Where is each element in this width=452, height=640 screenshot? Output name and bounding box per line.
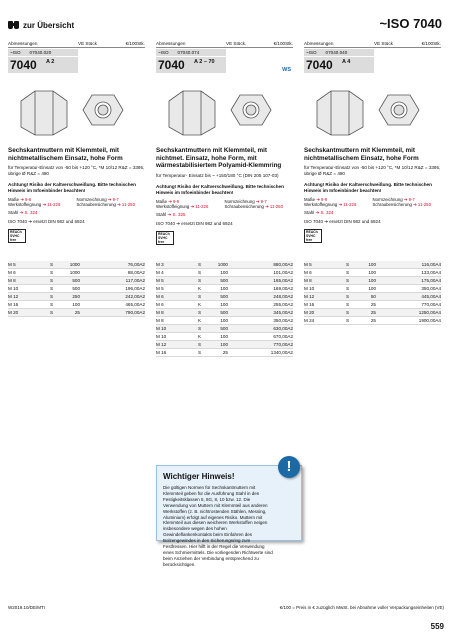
size-cell: M 16 [8,302,19,307]
size-cell: M 5 [8,262,16,267]
stahl-label: Stahl [8,210,20,216]
stahl-label: Stahl [304,210,316,216]
norm-id: ~ISO [158,50,169,55]
qty-cell: 25 [370,310,376,315]
reach-line: SVHC [10,233,20,238]
unit-cell: S [346,270,350,275]
product-subtitle: für Temperatur-Einsatz von -50 bis +120 °C, *M 10/12 R&Z = 3395, übrige Ø R&Z = 480 [304,165,441,176]
unit-cell: K [198,334,202,339]
article-row [156,49,293,56]
article-row [304,49,441,56]
unit-cell: S [346,318,350,323]
price-cell: 350,00A4 [421,286,441,291]
qty-cell: 500 [220,294,228,299]
important-note [156,465,302,567]
stahl-label: Stahl [156,212,168,218]
size-cell: M 20 [304,310,315,315]
qty-cell: 100 [72,302,80,307]
reference-link[interactable] [8,202,77,208]
material-grade: A 2 – 70 [194,59,215,65]
price-cell: 350,00A2 [273,318,293,323]
table-row[interactable] [8,293,145,301]
size-cell: M 8 [8,278,16,283]
price-cell: 88,00A2 [127,270,145,275]
qty-cell: 100 [220,286,228,291]
price-cell: 76,00A2 [127,262,145,267]
reach-line: REACh [158,232,170,237]
unit-cell: S [50,294,54,299]
price-cell: 196,00A2 [125,286,145,291]
reach-line: free [306,237,313,242]
price-cell: 1900,00A4 [418,318,441,323]
size-cell: M 6 [8,270,16,275]
header-row [156,40,293,48]
page-title: ~ISO 7040 [379,16,442,31]
price-cell: 770,00A2 [273,342,293,347]
norm-id: ~ISO [306,50,317,55]
table-row[interactable] [304,269,441,277]
article-row [8,49,145,56]
table-row[interactable] [304,277,441,285]
qty-cell: 100 [368,262,376,267]
unit-cell: S [198,350,202,355]
table-row[interactable] [8,285,145,293]
size-cell: M 12 [8,294,19,299]
material-grade: A 2 [46,59,55,65]
back-link-label: zur Übersicht [23,20,75,30]
reference-target: ➔ 11-250 [413,202,431,208]
size-cell: M 24 [304,318,315,323]
norm-id: ~ISO [10,50,21,55]
stahl-target: ➔ S. 324 [315,210,334,216]
size-cell: M 8 [156,318,164,323]
qty-cell: 100 [220,334,228,339]
reference-label: Maße [156,198,169,204]
reference-label: Maße [8,196,21,202]
reference-link[interactable] [225,204,294,210]
product-subtitle: für Temperatur- Einsatz bis ~ +150/180 °C (DIN 205 107-03) [156,172,279,178]
footer-code: W2019.10/DE/MTI [8,605,46,610]
reference-label: Werkstoffeignung [8,202,43,208]
size-cell: M 12 [156,342,167,347]
size-cell: M 20 [8,310,19,315]
ve-label: VE [374,41,381,46]
reference-target: ➔ 9-7 [107,196,119,202]
ve-label: VE [78,41,85,46]
price-label: €/100Stk. [421,41,441,46]
product-column [8,40,145,243]
warning-text: Achtung! Risiko der Kaltverschweißung. Bitte technischen Hinweis im Infoeinbinder beachten! [304,182,432,193]
reference-links [8,197,145,209]
price-cell: 248,00A2 [273,294,293,299]
size-cell: M 5 [304,262,312,267]
unit-cell: S [50,278,54,283]
nut-image [304,77,441,143]
size-cell: M 8 [304,278,312,283]
reference-target: ➔ 9-9 [316,196,328,202]
article-number: 07040.020 [29,50,52,55]
norm-number: 7040 [158,58,185,72]
size-cell: M 6 [304,270,312,275]
reference-label: Normzeichnung [224,198,256,204]
table-row[interactable] [156,333,293,341]
reference-target: ➔ 9-7 [403,196,415,202]
table-row[interactable] [8,261,145,269]
table-row[interactable] [304,309,441,317]
qty-cell: 100 [368,270,376,275]
reference-label: Schraubensicherung [76,202,118,208]
unit-cell: S [346,278,350,283]
reference-label: Normzeichnung [76,196,108,202]
size-price-table [8,261,145,317]
nut-image [156,77,293,143]
unit-cell: S [346,262,350,267]
back-link[interactable] [8,20,74,30]
page-number: 559 [430,622,444,631]
abm-label: Abmessungen [8,41,38,46]
price-cell: 117,00A2 [125,278,145,283]
qty-cell: 25 [222,350,228,355]
norm-number: 7040 [10,58,37,72]
unit-cell: S [346,286,350,291]
size-cell: M 10 [304,286,315,291]
exclamation-icon: ! [278,456,300,478]
reach-badge [8,229,26,243]
qty-cell: 1000 [69,270,80,275]
reference-links [304,197,441,209]
price-cell: 790,00A2 [125,310,145,315]
table-row[interactable] [8,277,145,285]
article-number: 07040.074 [177,50,200,55]
size-cell: M 5 [156,286,164,291]
size-cell: M 16 [304,302,315,307]
reference-link[interactable] [77,202,146,208]
binoculars-icon [8,20,20,30]
qty-cell: 100 [220,270,228,275]
unit-cell: S [346,302,350,307]
unit-cell: S [198,342,202,347]
price-cell: 169,00A2 [273,286,293,291]
note-body: Die gültigen Normen für Sechskantmuttern mit Klemmteil geben für die Ausführung Stahl in den Festigkeitsklassen 5, 8G, 8, 10 bzw. 12. Die Verwendung von Muttern mit Klemmteil aus anderen Werkstoffen (z. B. nichtrostenden Stählen, Messing, Aluminium) erfolgt auf eigenes Risiko. Muttern mit Klemmteil aus diesen weicheren Werkstoffen neigen insbesondere wegen des hohen Gewindeflankenkontakts beim Einfahren des Bolzengewindes in den Sicherungsring zum Festfressen. Hier hilft in der Regel die Verwendung eines Schmiermittels. Die vorliegenden Richtwerte sind beim Anziehen der Verbindung entsprechend zu berücksichtigen. [163,485,273,567]
table-row[interactable] [304,261,441,269]
abm-label: Abmessungen [156,41,186,46]
table-row[interactable] [156,309,293,317]
reference-target: ➔ 11-226 [338,202,357,208]
reach-line: SVHC [158,235,168,240]
unit-cell: S [50,302,54,307]
nut-image [8,77,145,143]
reference-target: ➔ 11-250 [117,202,135,208]
product-title: Sechskantmuttern mit Klemmteil, mit nichtmetallischem Einsatz, hohe Form [8,147,123,162]
reference-target: ➔ 9-9 [168,198,180,204]
price-cell: 133,00A4 [421,270,441,275]
norm-box [8,57,78,73]
note-title: Wichtiger Hinweis! [163,472,235,481]
price-cell: 1340,00A2 [270,350,293,355]
reference-label: Werkstoffeignung [156,204,191,210]
reach-badge [156,231,174,245]
table-row[interactable] [304,301,441,309]
table-row[interactable] [156,285,293,293]
product-title: Sechskantmuttern mit Klemmteil, mit nichtmet. Einsatz, hohe Form, mit wärmestabilisiertem Polyamid-Klemmring [156,147,282,170]
unit-cell: S [198,326,202,331]
price-cell: 670,00A2 [273,334,293,339]
unit-cell: K [198,302,202,307]
stueck-label: Stück [381,41,393,46]
table-row[interactable] [8,269,145,277]
qty-cell: 100 [368,286,376,291]
reference-label: Werkstoffeignung [304,202,339,208]
replaces-note: ISO 7040 ➔ ersetzt DIN 982 und 6924 [156,221,233,227]
qty-cell: 50 [370,294,376,299]
reference-link[interactable] [304,202,373,208]
price-cell: 880,00A2 [273,262,293,267]
table-row[interactable] [304,285,441,293]
qty-cell: 500 [220,326,228,331]
qty-cell: 500 [220,310,228,315]
size-price-table [156,261,293,357]
ws-badge: WS [282,67,291,73]
unit-cell: S [198,262,202,267]
qty-cell: 100 [220,318,228,323]
unit-cell: K [198,286,202,291]
stahl-target: ➔ S. 324 [19,210,38,216]
stahl-link[interactable] [156,212,293,218]
footer-price-note: €/100 = Preis in € zuzüglich MwSt. bei Abnahme voller Verpackungseinheiten (VE) [279,605,444,610]
reference-target: ➔ 11-226 [190,204,209,210]
table-row[interactable] [156,293,293,301]
header-row [304,40,441,48]
table-row[interactable] [304,293,441,301]
unit-cell: S [50,310,54,315]
qty-cell: 25 [370,318,376,323]
unit-cell: S [50,270,54,275]
reference-label: Maße [304,196,317,202]
table-row[interactable] [156,261,293,269]
article-number: 07040.040 [325,50,348,55]
qty-cell: 25 [74,310,80,315]
size-cell: M 5 [156,278,164,283]
price-cell: 175,00A4 [421,278,441,283]
price-cell: 345,00A2 [273,310,293,315]
product-column [156,40,293,245]
reference-target: ➔ 9-6 [20,196,32,202]
reach-line: SVHC [306,233,316,238]
size-cell: M 10 [8,286,19,291]
table-row[interactable] [156,349,293,357]
price-cell: 242,00A2 [125,294,145,299]
stahl-link[interactable] [304,210,441,216]
price-cell: 255,00A2 [273,302,293,307]
qty-cell: 500 [72,278,80,283]
table-row[interactable] [156,277,293,285]
reference-label: Normzeichnung [372,196,404,202]
price-cell: 1250,00A4 [418,310,441,315]
stueck-label: Stück [85,41,97,46]
unit-cell: S [50,286,54,291]
reach-line: free [10,237,17,242]
table-row[interactable] [8,301,145,309]
table-row[interactable] [156,325,293,333]
qty-cell: 500 [72,286,80,291]
price-cell: 116,00A4 [421,262,441,267]
unit-cell: K [198,318,202,323]
price-cell: 465,00A2 [125,302,145,307]
unit-cell: S [50,262,54,267]
replaces-note: ISO 7040 ➔ ersetzt DIN 982 und 6924 [8,219,85,225]
size-cell: M 12 [304,294,315,299]
qty-cell: 100 [220,342,228,347]
stueck-label: Stück. [233,41,247,46]
size-price-table [304,261,441,325]
unit-cell: S [346,310,350,315]
header-row [8,40,145,48]
table-row[interactable] [156,301,293,309]
size-cell: M 16 [156,350,167,355]
table-row[interactable] [8,309,145,317]
replaces-note: ISO 7040 ➔ ersetzt DIN 982 und 6924 [304,219,381,225]
price-cell: 445,00A4 [421,294,441,299]
unit-cell: S [346,294,350,299]
norm-number: 7040 [306,58,333,72]
size-cell: M 8 [156,310,164,315]
unit-cell: S [198,294,202,299]
price-cell: 101,00A2 [273,270,293,275]
qty-cell: 25 [370,302,376,307]
reference-link[interactable] [373,202,442,208]
reference-label: Schraubensicherung [224,204,266,210]
qty-cell: 500 [220,278,228,283]
size-cell: M 6 [156,302,164,307]
table-row[interactable] [156,269,293,277]
reach-badge [304,229,322,243]
reach-line: free [158,239,165,244]
price-cell: 165,00A2 [273,278,293,283]
table-row[interactable] [156,341,293,349]
product-subtitle: für Temperatur-Einsatz von -50 bis +120 °C, *M 10/12 R&Z = 3395, übrige Ø R&Z = 480 [8,165,145,176]
warning-text: Achtung! Risiko der Kaltverschweißung. Bitte technischen Hinweis im Infoeinbinder beachten! [8,182,136,193]
reference-label: Schraubensicherung [372,202,414,208]
reference-target: ➔ 9-7 [255,198,267,204]
qty-cell: 100 [220,302,228,307]
product-title: Sechskantmuttern mit Klemmteil, mit nichtmetallischem Einsatz, hohe Form [304,147,419,162]
size-cell: M 10 [156,326,167,331]
qty-cell: 1000 [217,262,228,267]
qty-cell: 250 [72,294,80,299]
unit-cell: S [198,310,202,315]
reference-link[interactable] [156,204,225,210]
reference-links [156,199,293,211]
size-cell: M 6 [156,294,164,299]
material-grade: A 4 [342,59,351,65]
norm-box [156,57,226,73]
price-cell: 770,00A4 [421,302,441,307]
qty-cell: 1000 [69,262,80,267]
product-column [304,40,441,243]
norm-box [304,57,374,73]
price-cell: 630,00A2 [273,326,293,331]
price-label: €/100Stk. [273,41,293,46]
stahl-target: ➔ S. 325 [167,212,186,218]
size-cell: M 4 [156,270,164,275]
ve-label: VE [226,41,233,46]
abm-label: Abmessungen [304,41,334,46]
reference-target: ➔ 11-226 [42,202,61,208]
size-cell: M 10 [156,334,167,339]
unit-cell: S [198,278,202,283]
stahl-link[interactable] [8,210,145,216]
reference-target: ➔ 11-250 [265,204,283,210]
table-row[interactable] [304,317,441,325]
unit-cell: S [198,270,202,275]
reach-line: REACh [10,230,22,235]
reach-line: REACh [306,230,318,235]
price-label: €/100Stk. [125,41,145,46]
warning-text: Achtung! Risiko der Kaltverschweißung. Bitte technischen Hinweis im Infoeinbinder beachten! [156,184,284,195]
qty-cell: 100 [368,278,376,283]
table-row[interactable] [156,317,293,325]
size-cell: M 3 [156,262,164,267]
